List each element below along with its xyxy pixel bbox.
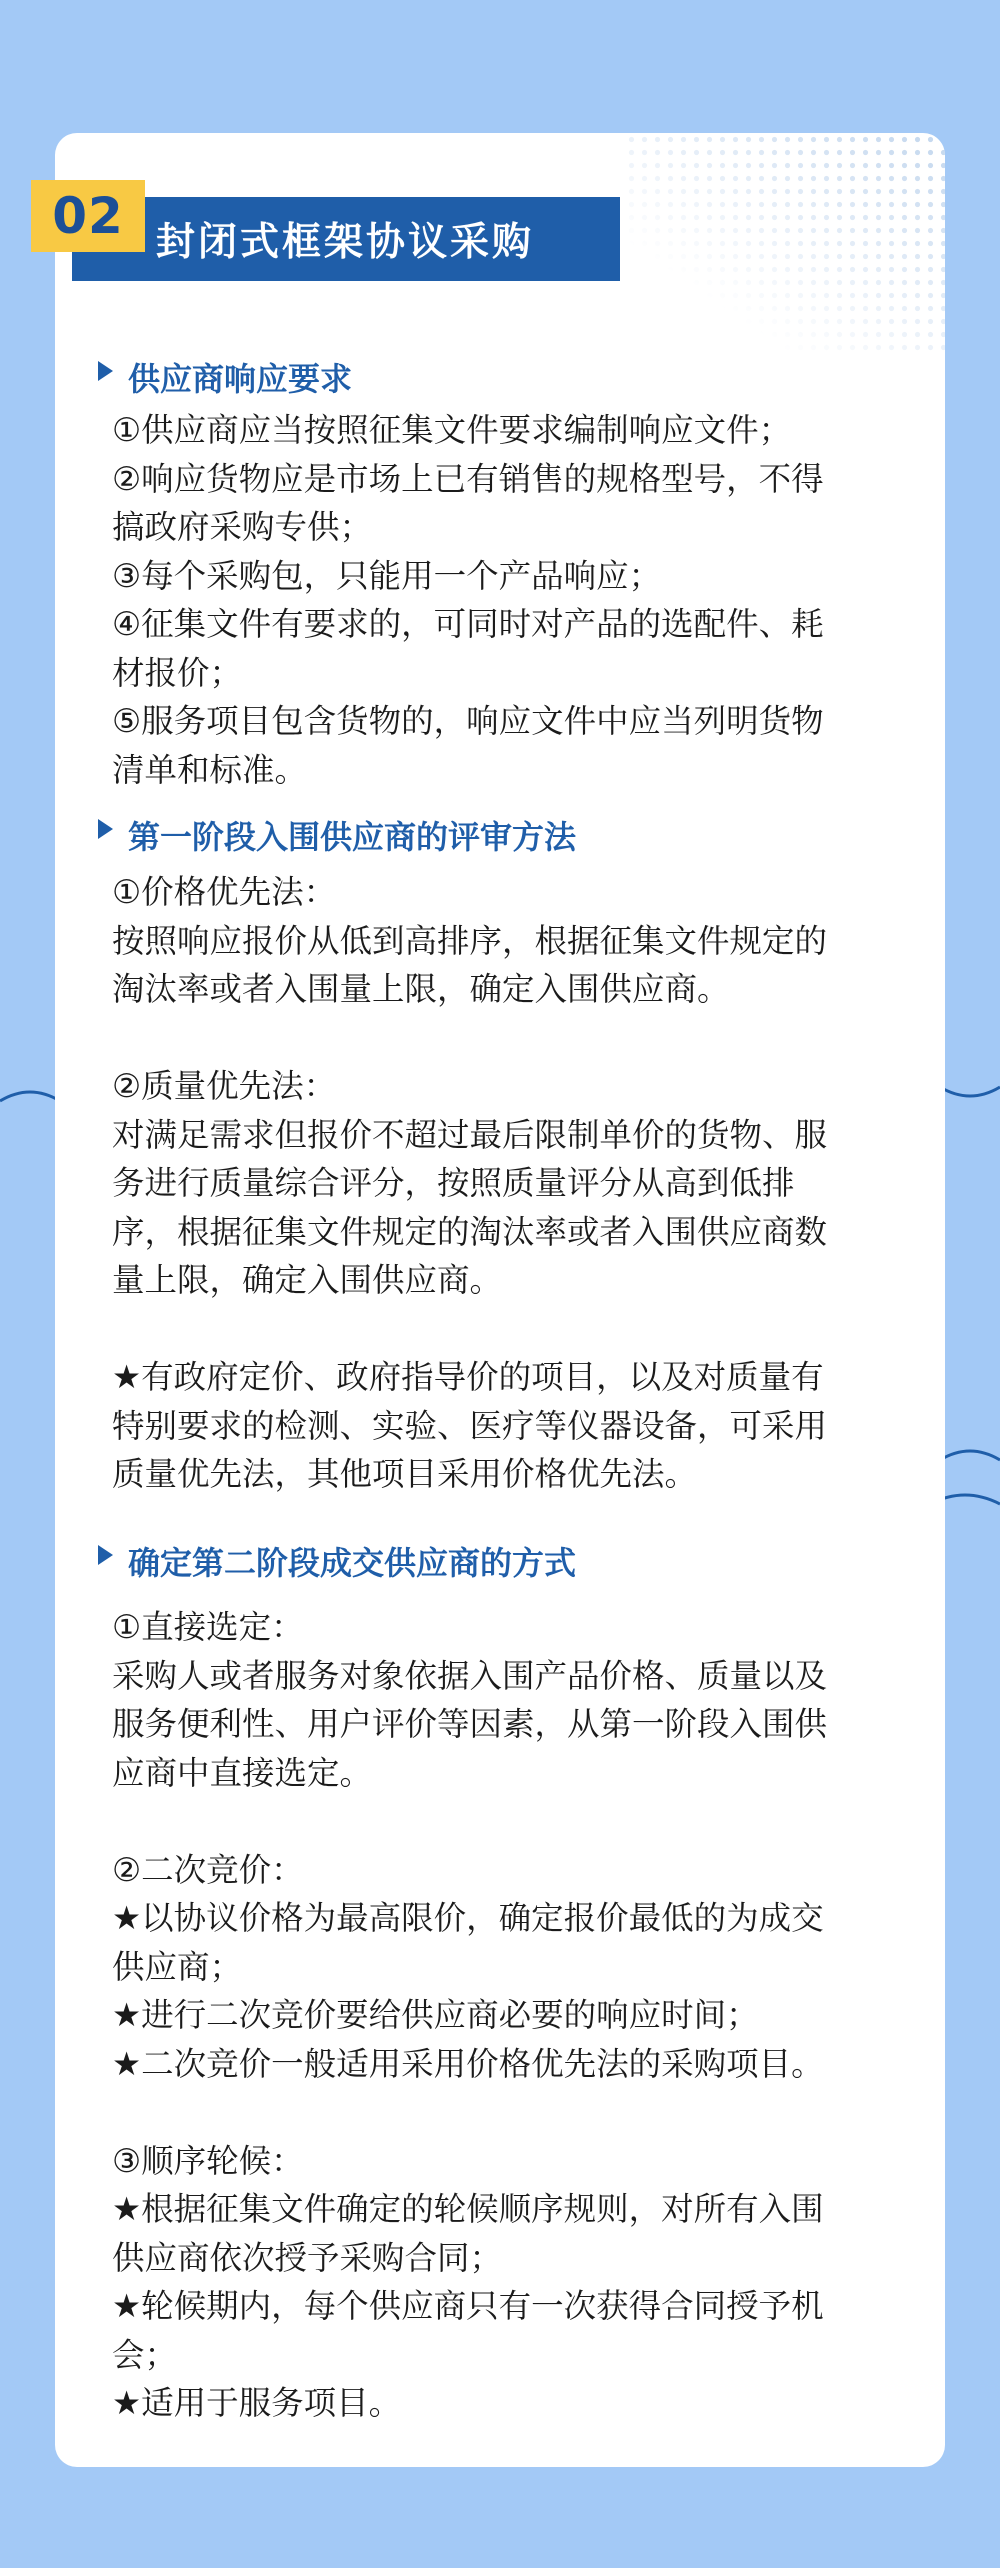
paragraph-gap xyxy=(112,1305,902,1354)
body-line: 特别要求的检测、实验、医疗等仪器设备，可采用 xyxy=(112,1406,828,1445)
body-line: ③每个采购包，只能用一个产品响应； xyxy=(112,556,662,595)
body-line: ★根据征集文件确定的轮候顺序规则，对所有入围 xyxy=(112,2190,824,2228)
body-line: 序，根据征集文件规定的淘汰率或者入围供应商数 xyxy=(112,1212,828,1251)
body-line: ③顺序轮候： xyxy=(112,2141,304,2180)
body-line: ②质量优先法： xyxy=(112,1067,337,1105)
body-line: ★进行二次竞价要给供应商必要的响应时间； xyxy=(112,1996,759,2034)
section-heading-text: 供应商响应要求 xyxy=(128,360,353,398)
body-line: 应商中直接选定。 xyxy=(112,1753,373,1792)
section-number-badge: 02 xyxy=(31,180,145,252)
body-line: 采购人或者服务对象依据入围产品价格、质量以及 xyxy=(112,1656,828,1695)
paragraph-gap xyxy=(112,2088,902,2137)
body-line: 务进行质量综合评分，按照质量评分从高到低排 xyxy=(112,1164,795,1202)
section-heading-text: 确定第二阶段成交供应商的方式 xyxy=(128,1544,577,1582)
body-line: ①价格优先法： xyxy=(112,873,337,911)
body-line: 供应商依次授予采购合同； xyxy=(112,2238,503,2277)
body-line: ★有政府定价、政府指导价的项目，以及对质量有 xyxy=(112,1358,824,1396)
body-line: 淘汰率或者入围量上限，确定入围供应商。 xyxy=(112,970,730,1008)
body-line: 供应商； xyxy=(112,1947,243,1986)
body-line: 按照响应报价从低到高排序，根据征集文件规定的 xyxy=(112,921,828,960)
body-line: 清单和标准。 xyxy=(112,750,308,789)
section-heading-supplier-response xyxy=(98,354,352,400)
body-line: ⑤服务项目包含货物的，响应文件中应当列明货物 xyxy=(112,702,824,740)
dot-pattern-decoration xyxy=(625,133,945,353)
page-title-bar xyxy=(72,197,620,281)
body-line: ★二次竞价一般适用采用价格优先法的采购项目。 xyxy=(112,2044,824,2083)
section-heading-stage-one-evaluation xyxy=(98,812,576,858)
triangle-bullet-icon xyxy=(98,1545,113,1565)
body-line: 对满足需求但报价不超过最后限制单价的货物、服 xyxy=(112,1115,828,1154)
body-line: 材报价； xyxy=(112,653,243,692)
section-body-stage-one-evaluation xyxy=(112,868,902,1499)
body-line: ②响应货物应是市场上已有销售的规格型号，不得 xyxy=(112,459,824,498)
body-line: ★以协议价格为最高限价，确定报价最低的为成交 xyxy=(112,1899,824,1937)
body-line: 服务便利性、用户评价等因素，从第一阶段入围供 xyxy=(112,1705,828,1743)
body-line: 质量优先法，其他项目采用价格优先法。 xyxy=(112,1455,698,1493)
body-line: 会； xyxy=(112,2335,178,2374)
section-heading-stage-two-award xyxy=(98,1538,576,1584)
triangle-bullet-icon xyxy=(98,819,113,839)
triangle-bullet-icon xyxy=(98,361,113,381)
body-line: ★轮候期内，每个供应商只有一次获得合同授予机 xyxy=(112,2287,824,2325)
page-title: 封闭式框架协议采购 xyxy=(156,220,535,265)
body-line: 量上限，确定入围供应商。 xyxy=(112,1261,503,1299)
section-body-stage-two-award xyxy=(112,1603,902,2428)
body-line: 搞政府采购专供； xyxy=(112,508,373,546)
section-body-supplier-response xyxy=(112,406,902,794)
body-line: ①供应商应当按照征集文件要求编制响应文件； xyxy=(112,411,792,449)
section-heading-text: 第一阶段入围供应商的评审方法 xyxy=(128,818,577,856)
paragraph-gap xyxy=(112,1014,902,1063)
paragraph-gap xyxy=(112,1797,902,1846)
body-line: ④征集文件有要求的，可同时对产品的选配件、耗 xyxy=(112,605,824,643)
body-line: ★适用于服务项目。 xyxy=(112,2384,402,2422)
body-line: ①直接选定： xyxy=(112,1608,304,1646)
body-line: ②二次竞价： xyxy=(112,1850,304,1889)
